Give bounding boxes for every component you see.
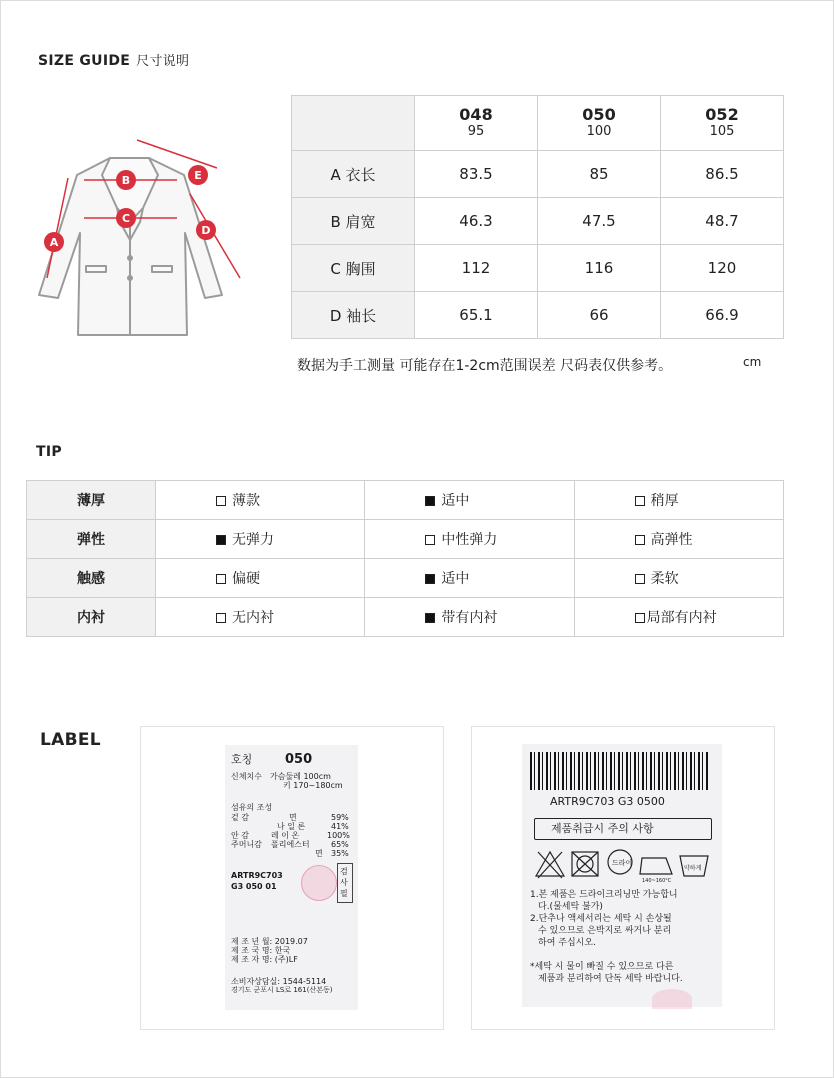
size-guide-subtitle: 尺寸说明 bbox=[136, 54, 190, 69]
tag-maker: 제 조 자 명: (주)LF bbox=[231, 955, 298, 964]
fiber-material: 면 bbox=[315, 849, 323, 858]
row-label: D 袖长 bbox=[292, 292, 415, 339]
composition-tag bbox=[225, 745, 358, 1010]
tip-option-text: 适中 bbox=[441, 493, 470, 509]
care-line: 하여 주십시오. bbox=[538, 938, 596, 948]
tip-row-label: 触感 bbox=[27, 559, 156, 598]
tip-row-label: 弹性 bbox=[27, 520, 156, 559]
care-symbol-wash-text: 약하게 bbox=[684, 865, 702, 872]
tip-option-text: 稍厚 bbox=[650, 493, 679, 509]
checkbox-filled-icon bbox=[425, 574, 435, 584]
care-line: 다.(물세탁 불가) bbox=[538, 902, 603, 912]
checkbox-filled-icon bbox=[425, 496, 435, 506]
tag-size-value: 050 bbox=[285, 752, 313, 767]
cell-value: 85 bbox=[538, 151, 661, 198]
size-code: 052 bbox=[705, 105, 739, 124]
fiber-material: 레 이 온 bbox=[271, 831, 300, 840]
checkbox-empty-icon bbox=[635, 574, 645, 584]
cell-value: 120 bbox=[661, 245, 784, 292]
marker-d-label: D bbox=[201, 224, 211, 237]
care-symbol-iron-text: 140~160°C bbox=[642, 878, 672, 884]
tip-option bbox=[365, 520, 574, 559]
checkbox-empty-icon bbox=[216, 496, 226, 506]
fiber-pct: 35% bbox=[331, 849, 349, 858]
size-col-052 bbox=[661, 96, 784, 151]
label-photo-care-composition bbox=[140, 726, 444, 1030]
table-row bbox=[292, 198, 784, 245]
fiber-pct: 41% bbox=[331, 822, 349, 831]
size-corner-cell bbox=[292, 96, 415, 151]
fiber-part: 겉 감 bbox=[231, 813, 249, 822]
cell-value: 83.5 bbox=[415, 151, 538, 198]
marker-a-label: A bbox=[49, 236, 59, 249]
cell-value: 46.3 bbox=[415, 198, 538, 245]
cell-value: 112 bbox=[415, 245, 538, 292]
fiber-material: 면 bbox=[289, 813, 297, 822]
tip-option bbox=[574, 559, 783, 598]
size-code: 050 bbox=[582, 105, 616, 124]
tip-option-text: 带有内衬 bbox=[441, 610, 498, 626]
tag-size-head: 호칭 bbox=[231, 753, 253, 766]
checkbox-filled-icon bbox=[216, 535, 226, 545]
fiber-pct: 59% bbox=[331, 813, 349, 822]
tag-body-size-label: 신체치수 bbox=[231, 772, 262, 781]
tip-option-text: 适中 bbox=[441, 571, 470, 587]
fiber-pct: 100% bbox=[327, 831, 350, 840]
checkbox-filled-icon bbox=[425, 613, 435, 623]
size-sub: 95 bbox=[467, 124, 485, 139]
cell-value: 65.1 bbox=[415, 292, 538, 339]
tip-row-label: 内衬 bbox=[27, 598, 156, 637]
tag-fiber-title: 섬유의 조성 bbox=[231, 803, 273, 812]
marker-c-label: C bbox=[121, 212, 131, 225]
cell-value: 86.5 bbox=[661, 151, 784, 198]
tip-option-text: 无内衬 bbox=[232, 610, 274, 626]
row-label: A 衣长 bbox=[292, 151, 415, 198]
inspect-box bbox=[337, 863, 353, 903]
table-row bbox=[292, 151, 784, 198]
tip-option-text: 柔软 bbox=[650, 571, 679, 587]
tip-option bbox=[365, 559, 574, 598]
size-sub: 105 bbox=[709, 124, 735, 139]
checkbox-empty-icon bbox=[425, 535, 435, 545]
size-col-048 bbox=[415, 96, 538, 151]
size-guide-title bbox=[38, 50, 189, 69]
tip-option-text: 局部有内衬 bbox=[646, 610, 717, 626]
fiber-part: 안 감 bbox=[231, 831, 249, 840]
care-symbol-dry-text: 드라이 bbox=[612, 859, 633, 867]
label-photo-care-instructions bbox=[471, 726, 775, 1030]
tip-option bbox=[365, 481, 574, 520]
tag-product-code: ARTR9C703 G3 0500 bbox=[550, 795, 665, 808]
marker-b-label: B bbox=[121, 174, 131, 187]
size-code: 048 bbox=[459, 105, 493, 124]
cell-value: 66.9 bbox=[661, 292, 784, 339]
table-row bbox=[292, 292, 784, 339]
iron-icon bbox=[640, 858, 672, 874]
tag-code-line2: G3 050 01 bbox=[231, 882, 277, 891]
size-col-050 bbox=[538, 96, 661, 151]
tip-option bbox=[574, 481, 783, 520]
barcode-icon bbox=[530, 752, 710, 790]
checkbox-empty-icon bbox=[635, 613, 645, 623]
row-label: B 肩宽 bbox=[292, 198, 415, 245]
tip-option-text: 高弹性 bbox=[650, 532, 693, 548]
coat-diagram bbox=[22, 130, 252, 345]
care-line: 제품과 분리하여 단독 세탁 바랍니다. bbox=[538, 974, 683, 984]
marker-e-label: E bbox=[194, 169, 202, 182]
care-line: 1.본 제품은 드라이크리닝만 가능합니 bbox=[530, 890, 678, 900]
size-table bbox=[291, 95, 784, 339]
care-heading: 제품취급시 주의 사항 bbox=[551, 822, 654, 835]
care-line: 수 있으므로 은박지로 싸거나 분리 bbox=[538, 926, 672, 936]
checkbox-empty-icon bbox=[635, 496, 645, 506]
tag-mfg-country: 제 조 국 명: 한국 bbox=[231, 946, 291, 955]
cell-value: 66 bbox=[538, 292, 661, 339]
size-sub: 100 bbox=[586, 124, 612, 139]
care-line: 2.단추나 액세서리는 세탁 시 손상될 bbox=[530, 914, 672, 924]
tip-option-text: 无弹力 bbox=[232, 532, 274, 548]
unit-label: cm bbox=[743, 355, 762, 369]
table-row bbox=[292, 245, 784, 292]
tip-option bbox=[156, 559, 365, 598]
tag-chest: 가슴둘레 100cm bbox=[270, 772, 331, 781]
cell-value: 48.7 bbox=[661, 198, 784, 245]
tip-option bbox=[365, 598, 574, 637]
tag-inspect-text: 검사필 bbox=[340, 867, 348, 898]
tip-option bbox=[156, 481, 365, 520]
care-heading-box bbox=[534, 818, 712, 840]
tip-row-label: 薄厚 bbox=[27, 481, 156, 520]
measurement-note: 数据为手工测量 可能存在1-2cm范围误差 尺码表仅供参考。 bbox=[297, 358, 673, 374]
checkbox-empty-icon bbox=[216, 613, 226, 623]
fiber-pct: 65% bbox=[331, 840, 349, 849]
tip-option bbox=[574, 598, 783, 637]
tip-option bbox=[156, 520, 365, 559]
care-line: *세탁 시 물이 빠질 수 있으므로 다른 bbox=[530, 962, 674, 972]
tag-height: 키 170~180cm bbox=[283, 781, 343, 790]
care-symbols bbox=[532, 846, 712, 884]
tag-address: 경기도 군포시 LS로 161(산본동) bbox=[231, 986, 333, 994]
tip-table bbox=[26, 480, 784, 637]
fiber-material: 폴리에스터 bbox=[271, 840, 310, 849]
row-label: C 胸围 bbox=[292, 245, 415, 292]
tag-code-line1: ARTR9C703 bbox=[231, 871, 283, 880]
tip-title: TIP bbox=[36, 444, 62, 460]
tag-phone: 소비자상담실: 1544-5114 bbox=[231, 977, 327, 986]
fiber-part: 주머니감 bbox=[231, 840, 262, 849]
care-tag bbox=[522, 744, 722, 1007]
table-row bbox=[27, 559, 784, 598]
tip-option-text: 薄款 bbox=[232, 493, 260, 509]
pink-stamp-icon bbox=[652, 989, 692, 1009]
cell-value: 116 bbox=[538, 245, 661, 292]
no-bleach-icon bbox=[536, 852, 564, 878]
fiber-material: 나 일 론 bbox=[277, 822, 306, 831]
size-header-row bbox=[292, 96, 784, 151]
inspection-stamp-icon bbox=[301, 865, 337, 901]
tip-option-text: 中性弹力 bbox=[441, 532, 498, 548]
size-guide-heading: SIZE GUIDE bbox=[38, 53, 131, 69]
checkbox-empty-icon bbox=[635, 535, 645, 545]
tip-option-text: 偏硬 bbox=[232, 571, 260, 587]
no-tumble-dry-icon bbox=[572, 852, 598, 876]
tag-mfg-date: 제 조 년 월: 2019.07 bbox=[231, 937, 308, 946]
table-row bbox=[27, 481, 784, 520]
checkbox-empty-icon bbox=[216, 574, 226, 584]
cell-value: 47.5 bbox=[538, 198, 661, 245]
tip-option bbox=[156, 598, 365, 637]
label-title: LABEL bbox=[40, 730, 101, 750]
table-row bbox=[27, 520, 784, 559]
tip-option bbox=[574, 520, 783, 559]
table-row bbox=[27, 598, 784, 637]
